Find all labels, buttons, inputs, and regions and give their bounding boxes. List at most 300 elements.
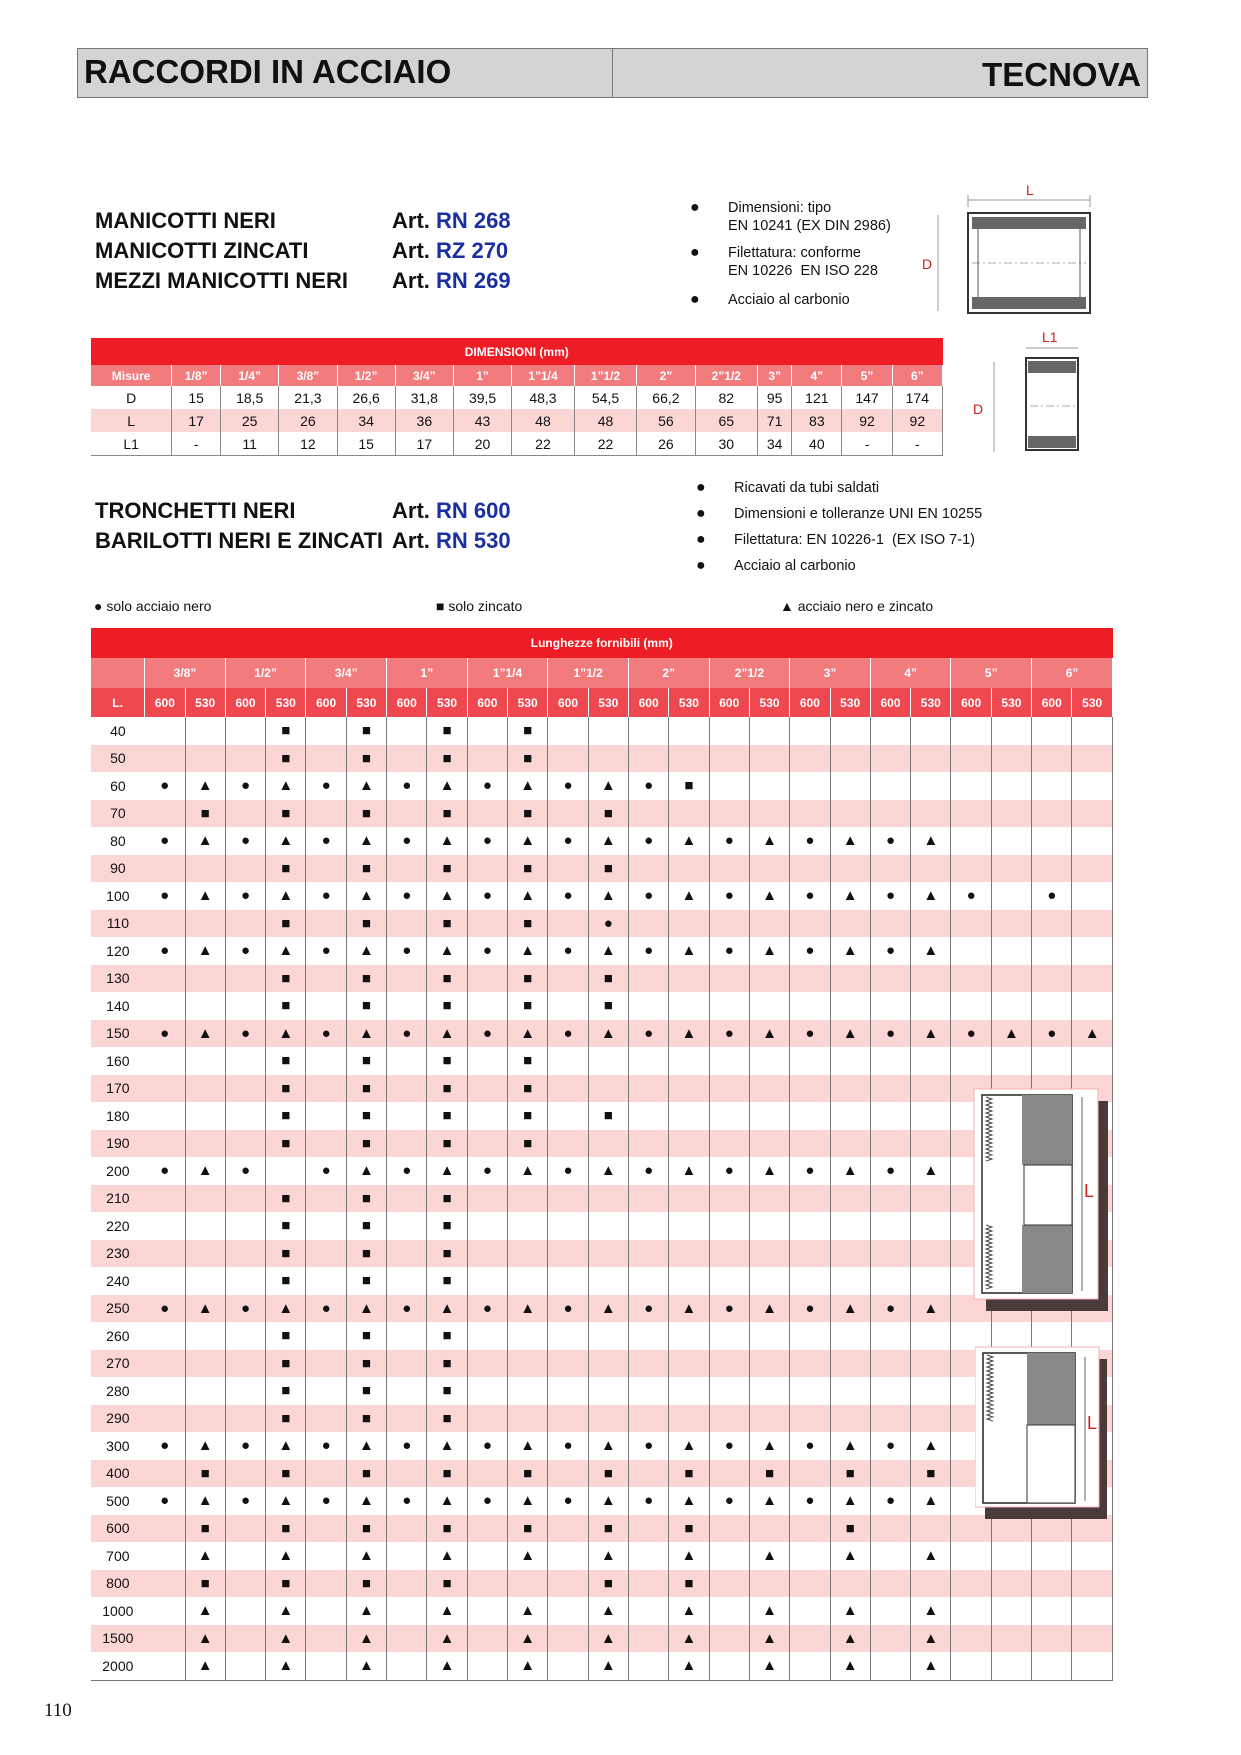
spec-item xyxy=(690,291,850,309)
availability-cell xyxy=(185,1075,225,1103)
availability-cell: ■ xyxy=(508,910,548,938)
availability-cell: ● xyxy=(870,882,910,910)
availability-cell xyxy=(628,745,668,773)
length-row xyxy=(91,1047,1113,1075)
availability-cell xyxy=(588,1212,628,1240)
availability-cell: ▲ xyxy=(508,1157,548,1185)
article-code: RN 269 xyxy=(436,268,511,293)
availability-cell: ■ xyxy=(266,1322,306,1350)
length-value: 800 xyxy=(91,1570,145,1598)
availability-cell: ● xyxy=(709,1020,749,1048)
availability-cell xyxy=(145,1515,185,1543)
availability-cell xyxy=(1032,1652,1072,1680)
availability-cell xyxy=(991,855,1031,883)
availability-cell xyxy=(870,1377,910,1405)
article-sub-header: 600 xyxy=(548,688,588,717)
length-row xyxy=(91,1625,1113,1653)
availability-cell xyxy=(991,992,1031,1020)
availability-cell: ● xyxy=(548,1432,588,1460)
availability-cell xyxy=(185,855,225,883)
availability-cell xyxy=(830,1267,870,1295)
dims-header-cell: 1”1/2 xyxy=(574,365,637,386)
availability-cell: ■ xyxy=(346,1267,386,1295)
availability-cell: ■ xyxy=(266,910,306,938)
size-header: 1”1/4 xyxy=(467,658,548,688)
availability-cell xyxy=(911,855,951,883)
availability-cell: ● xyxy=(225,827,265,855)
availability-cell xyxy=(951,992,991,1020)
availability-cell xyxy=(508,1212,548,1240)
availability-cell: ■ xyxy=(508,965,548,993)
availability-cell xyxy=(669,1350,709,1378)
dims-header-cell: 4” xyxy=(792,365,842,386)
availability-cell xyxy=(669,910,709,938)
availability-cell xyxy=(951,717,991,745)
availability-cell xyxy=(1072,772,1113,800)
dims-cell: 39,5 xyxy=(453,386,511,409)
availability-cell: ■ xyxy=(346,1377,386,1405)
availability-cell: ■ xyxy=(830,1515,870,1543)
availability-cell xyxy=(911,1102,951,1130)
availability-cell xyxy=(588,1322,628,1350)
article-sub-header: 600 xyxy=(306,688,346,717)
availability-cell: ▲ xyxy=(588,1652,628,1680)
availability-cell xyxy=(1072,965,1113,993)
dims-cell: 26 xyxy=(637,432,695,456)
availability-cell: ● xyxy=(548,1157,588,1185)
availability-cell xyxy=(870,1515,910,1543)
availability-cell: ■ xyxy=(266,1570,306,1598)
availability-cell: ▲ xyxy=(185,882,225,910)
availability-cell: ▲ xyxy=(669,1157,709,1185)
dims-cell: 92 xyxy=(892,409,942,432)
availability-cell xyxy=(790,1625,830,1653)
availability-cell xyxy=(790,1652,830,1680)
availability-cell xyxy=(870,745,910,773)
length-value: 190 xyxy=(91,1130,145,1158)
article-sub-header: 530 xyxy=(830,688,870,717)
mezzo-manicotto-drawing xyxy=(968,328,1088,456)
article-prefix: Art. xyxy=(392,528,430,553)
availability-cell xyxy=(145,1240,185,1268)
availability-cell: ■ xyxy=(427,717,467,745)
length-value: 280 xyxy=(106,1382,130,1399)
availability-cell xyxy=(306,992,346,1020)
availability-cell xyxy=(467,1322,507,1350)
availability-cell xyxy=(387,1515,427,1543)
availability-cell xyxy=(709,1460,749,1488)
manicotto-drawing xyxy=(918,183,1118,318)
availability-cell xyxy=(145,717,185,745)
drawing-label-L: L xyxy=(1026,183,1034,198)
availability-cell xyxy=(548,1542,588,1570)
availability-cell xyxy=(830,1240,870,1268)
length-value: 50 xyxy=(91,745,145,773)
availability-cell: ▲ xyxy=(669,1432,709,1460)
availability-cell xyxy=(911,1185,951,1213)
availability-cell: ■ xyxy=(427,800,467,828)
dims-cell: 25 xyxy=(221,409,279,432)
availability-cell xyxy=(1072,910,1113,938)
length-value: 270 xyxy=(91,1350,145,1378)
length-row xyxy=(91,1212,1113,1240)
availability-cell xyxy=(911,910,951,938)
availability-cell: ▲ xyxy=(266,1487,306,1515)
availability-cell: ▲ xyxy=(588,1597,628,1625)
availability-cell xyxy=(588,745,628,773)
size-header: 1” xyxy=(387,658,468,688)
availability-cell xyxy=(628,1047,668,1075)
availability-cell xyxy=(306,1267,346,1295)
availability-cell xyxy=(911,1405,951,1433)
length-col-label: L. xyxy=(91,688,145,717)
length-row xyxy=(91,800,1113,828)
availability-cell: ● xyxy=(628,827,668,855)
availability-cell xyxy=(911,992,951,1020)
length-row xyxy=(91,1432,1113,1460)
availability-cell: ▲ xyxy=(749,882,789,910)
availability-cell xyxy=(991,717,1031,745)
availability-cell: ● xyxy=(387,1157,427,1185)
availability-cell: ▲ xyxy=(669,1542,709,1570)
dims-cell: - xyxy=(892,432,942,456)
availability-cell xyxy=(749,1515,789,1543)
availability-cell xyxy=(185,1240,225,1268)
availability-cell: ● xyxy=(467,772,507,800)
availability-cell: ▲ xyxy=(508,1020,548,1048)
availability-cell xyxy=(951,1625,991,1653)
availability-cell: ■ xyxy=(427,1240,467,1268)
availability-cell: ▲ xyxy=(185,1432,225,1460)
availability-cell: ■ xyxy=(508,1460,548,1488)
availability-cell: ■ xyxy=(346,717,386,745)
length-value: 180 xyxy=(106,1107,130,1124)
availability-cell xyxy=(145,1130,185,1158)
availability-cell xyxy=(911,965,951,993)
availability-cell xyxy=(548,1075,588,1103)
availability-cell: ▲ xyxy=(427,1625,467,1653)
spec-item xyxy=(696,505,982,523)
availability-cell: ▲ xyxy=(266,1295,306,1323)
dims-header-cell: 1/2” xyxy=(337,365,395,386)
availability-cell: ● xyxy=(628,882,668,910)
availability-cell xyxy=(709,992,749,1020)
availability-cell xyxy=(709,1102,749,1130)
availability-cell xyxy=(145,1185,185,1213)
length-row xyxy=(91,1020,1113,1048)
availability-cell xyxy=(185,717,225,745)
availability-cell xyxy=(830,1075,870,1103)
dims-row xyxy=(91,432,943,456)
dims-cell: 66,2 xyxy=(637,386,695,409)
availability-cell xyxy=(467,855,507,883)
dims-cell: 17 xyxy=(395,432,453,456)
availability-cell: ■ xyxy=(588,1570,628,1598)
availability-cell xyxy=(387,855,427,883)
availability-cell: ■ xyxy=(427,1212,467,1240)
availability-cell xyxy=(628,717,668,745)
availability-cell xyxy=(467,1240,507,1268)
availability-cell xyxy=(1032,772,1072,800)
availability-cell xyxy=(830,1350,870,1378)
availability-cell xyxy=(790,1130,830,1158)
availability-cell: ● xyxy=(306,1157,346,1185)
length-value: 600 xyxy=(91,1515,145,1543)
availability-cell xyxy=(1072,717,1113,745)
availability-cell: ▲ xyxy=(185,1295,225,1323)
availability-cell: ● xyxy=(306,1020,346,1048)
availability-cell: ● xyxy=(306,827,346,855)
availability-cell: ▲ xyxy=(185,1020,225,1048)
availability-cell: ▲ xyxy=(508,1432,548,1460)
availability-cell xyxy=(225,1212,265,1240)
length-value: 1000 xyxy=(102,1602,134,1619)
availability-cell: ▲ xyxy=(346,1432,386,1460)
availability-cell: ■ xyxy=(346,1570,386,1598)
availability-cell xyxy=(790,1597,830,1625)
availability-cell: ● xyxy=(467,1487,507,1515)
availability-cell xyxy=(790,800,830,828)
availability-cell xyxy=(387,1460,427,1488)
availability-cell: ▲ xyxy=(669,937,709,965)
availability-cell: ▲ xyxy=(669,882,709,910)
availability-cell: ■ xyxy=(346,1212,386,1240)
bullet-icon: ● xyxy=(696,557,706,574)
dims-header-cell: 1/4” xyxy=(221,365,279,386)
availability-cell: ● xyxy=(145,1295,185,1323)
dims-cell: 20 xyxy=(453,432,511,456)
length-value: 100 xyxy=(106,887,130,904)
availability-cell: ● xyxy=(790,1157,830,1185)
length-row xyxy=(91,1075,1113,1103)
availability-cell: ● xyxy=(548,882,588,910)
availability-cell: ■ xyxy=(749,1460,789,1488)
length-value: 500 xyxy=(106,1492,130,1509)
availability-cell xyxy=(951,1597,991,1625)
availability-cell xyxy=(548,1102,588,1130)
availability-cell xyxy=(749,800,789,828)
availability-cell xyxy=(709,1185,749,1213)
dims-cell: 31,8 xyxy=(395,386,453,409)
availability-cell xyxy=(1032,800,1072,828)
availability-cell xyxy=(306,1570,346,1598)
availability-cell xyxy=(830,1570,870,1598)
availability-cell xyxy=(306,855,346,883)
availability-cell: ● xyxy=(467,882,507,910)
availability-cell xyxy=(225,1047,265,1075)
availability-cell xyxy=(225,992,265,1020)
legend-black-steel: ● solo acciaio nero xyxy=(94,598,212,614)
availability-cell xyxy=(790,1047,830,1075)
availability-cell: ▲ xyxy=(749,937,789,965)
availability-cell xyxy=(387,1652,427,1680)
dims-header-cell: Misure xyxy=(91,365,172,386)
availability-cell xyxy=(669,1075,709,1103)
availability-cell: ● xyxy=(467,1020,507,1048)
availability-cell xyxy=(628,1130,668,1158)
availability-cell: ▲ xyxy=(427,882,467,910)
availability-cell xyxy=(628,1350,668,1378)
availability-cell xyxy=(669,800,709,828)
article-code: RN 600 xyxy=(436,498,511,523)
availability-cell xyxy=(467,1570,507,1598)
availability-cell xyxy=(508,1570,548,1598)
availability-cell xyxy=(628,1075,668,1103)
availability-cell xyxy=(306,965,346,993)
availability-cell xyxy=(951,745,991,773)
availability-cell xyxy=(951,1542,991,1570)
availability-cell xyxy=(1072,1652,1113,1680)
availability-cell xyxy=(669,1212,709,1240)
availability-cell: ▲ xyxy=(185,1542,225,1570)
availability-cell xyxy=(991,882,1031,910)
availability-cell: ● xyxy=(225,1487,265,1515)
dims-cell: 83 xyxy=(792,409,842,432)
spec-text: Dimensioni e tolleranze UNI EN 10255 xyxy=(734,506,983,522)
availability-cell: ■ xyxy=(427,1267,467,1295)
article-sub-header: 600 xyxy=(870,688,910,717)
availability-cell xyxy=(709,1625,749,1653)
article-sub-header: 600 xyxy=(387,688,427,717)
availability-cell: ● xyxy=(548,1295,588,1323)
availability-cell xyxy=(911,1047,951,1075)
availability-cell: ■ xyxy=(346,1185,386,1213)
availability-cell xyxy=(225,1322,265,1350)
availability-cell xyxy=(387,965,427,993)
length-row xyxy=(91,772,1113,800)
availability-cell: ■ xyxy=(346,1515,386,1543)
article-prefix: Art. xyxy=(392,208,430,233)
availability-cell: ▲ xyxy=(911,827,951,855)
availability-cell: ■ xyxy=(669,772,709,800)
availability-cell: ■ xyxy=(185,800,225,828)
availability-cell xyxy=(588,1047,628,1075)
dims-header-row xyxy=(91,365,943,386)
availability-cell xyxy=(467,1047,507,1075)
availability-cell xyxy=(911,1322,951,1350)
availability-cell xyxy=(145,1322,185,1350)
length-row xyxy=(91,827,1113,855)
availability-cell xyxy=(669,1240,709,1268)
availability-cell xyxy=(790,745,830,773)
availability-cell: ■ xyxy=(346,1047,386,1075)
dims-cell: 17 xyxy=(172,409,221,432)
availability-cell xyxy=(225,1075,265,1103)
availability-cell xyxy=(911,1130,951,1158)
availability-cell xyxy=(145,855,185,883)
availability-cell: ● xyxy=(588,910,628,938)
availability-cell: ▲ xyxy=(588,1625,628,1653)
availability-cell: ■ xyxy=(588,965,628,993)
availability-cell: ■ xyxy=(427,1075,467,1103)
availability-cell xyxy=(709,855,749,883)
dims-cell: 26 xyxy=(279,409,337,432)
size-header: 1/2” xyxy=(225,658,306,688)
availability-cell xyxy=(991,1652,1031,1680)
length-value: 250 xyxy=(91,1295,145,1323)
availability-cell xyxy=(870,1075,910,1103)
availability-cell xyxy=(870,1597,910,1625)
availability-cell xyxy=(145,745,185,773)
availability-cell: ▲ xyxy=(911,1157,951,1185)
availability-cell xyxy=(225,717,265,745)
availability-cell: ▲ xyxy=(346,772,386,800)
article-number xyxy=(392,268,511,294)
availability-cell xyxy=(628,1652,668,1680)
availability-cell xyxy=(548,1350,588,1378)
availability-cell: ● xyxy=(145,1020,185,1048)
availability-cell xyxy=(306,1515,346,1543)
availability-cell xyxy=(1072,855,1113,883)
availability-cell: ■ xyxy=(266,1350,306,1378)
availability-cell xyxy=(991,745,1031,773)
spec-item xyxy=(690,199,891,235)
availability-cell: ■ xyxy=(508,1075,548,1103)
availability-cell xyxy=(1072,1047,1113,1075)
lengths-title: Lunghezze fornibili (mm) xyxy=(91,628,1113,658)
availability-cell xyxy=(709,1570,749,1598)
availability-cell: ● xyxy=(790,937,830,965)
availability-cell xyxy=(669,1130,709,1158)
dims-header-cell: 1” xyxy=(453,365,511,386)
spec-text: Acciaio al carbonio xyxy=(734,558,856,574)
availability-cell xyxy=(467,1377,507,1405)
availability-cell xyxy=(225,1350,265,1378)
availability-cell: ▲ xyxy=(830,1652,870,1680)
article-code: RN 530 xyxy=(436,528,511,553)
availability-cell xyxy=(145,965,185,993)
availability-cell xyxy=(467,1267,507,1295)
availability-cell: ● xyxy=(387,772,427,800)
availability-cell xyxy=(870,717,910,745)
availability-cell xyxy=(709,1377,749,1405)
availability-cell: ■ xyxy=(427,1185,467,1213)
availability-cell xyxy=(588,1350,628,1378)
lengths-sub-row xyxy=(91,688,1113,717)
availability-cell xyxy=(588,1130,628,1158)
availability-cell xyxy=(185,1377,225,1405)
availability-cell xyxy=(588,717,628,745)
article-sub-header: 600 xyxy=(467,688,507,717)
availability-cell: ▲ xyxy=(427,1157,467,1185)
availability-cell xyxy=(588,1405,628,1433)
availability-cell xyxy=(790,1185,830,1213)
bullet-icon: ● xyxy=(690,244,700,261)
availability-cell: ● xyxy=(790,882,830,910)
availability-cell xyxy=(870,1212,910,1240)
availability-cell xyxy=(1032,965,1072,993)
dims-cell: - xyxy=(172,432,221,456)
availability-cell: ● xyxy=(870,1487,910,1515)
dims-cell: 34 xyxy=(758,432,792,456)
length-row xyxy=(91,910,1113,938)
availability-cell: ■ xyxy=(346,745,386,773)
availability-cell: ▲ xyxy=(266,1652,306,1680)
availability-cell xyxy=(145,1625,185,1653)
availability-cell xyxy=(830,800,870,828)
drawing-label-D-2: D xyxy=(973,401,984,417)
availability-cell xyxy=(830,1102,870,1130)
availability-cell: ▲ xyxy=(588,1432,628,1460)
availability-cell xyxy=(306,1185,346,1213)
availability-cell: ● xyxy=(145,1487,185,1515)
availability-cell: ● xyxy=(467,827,507,855)
availability-cell: ▲ xyxy=(508,882,548,910)
spec-text: Dimensioni: tipo EN 10241 (EX DIN 2986) xyxy=(728,200,891,234)
availability-cell: ■ xyxy=(588,800,628,828)
availability-cell: ■ xyxy=(588,1515,628,1543)
dims-cell: 65 xyxy=(695,409,758,432)
